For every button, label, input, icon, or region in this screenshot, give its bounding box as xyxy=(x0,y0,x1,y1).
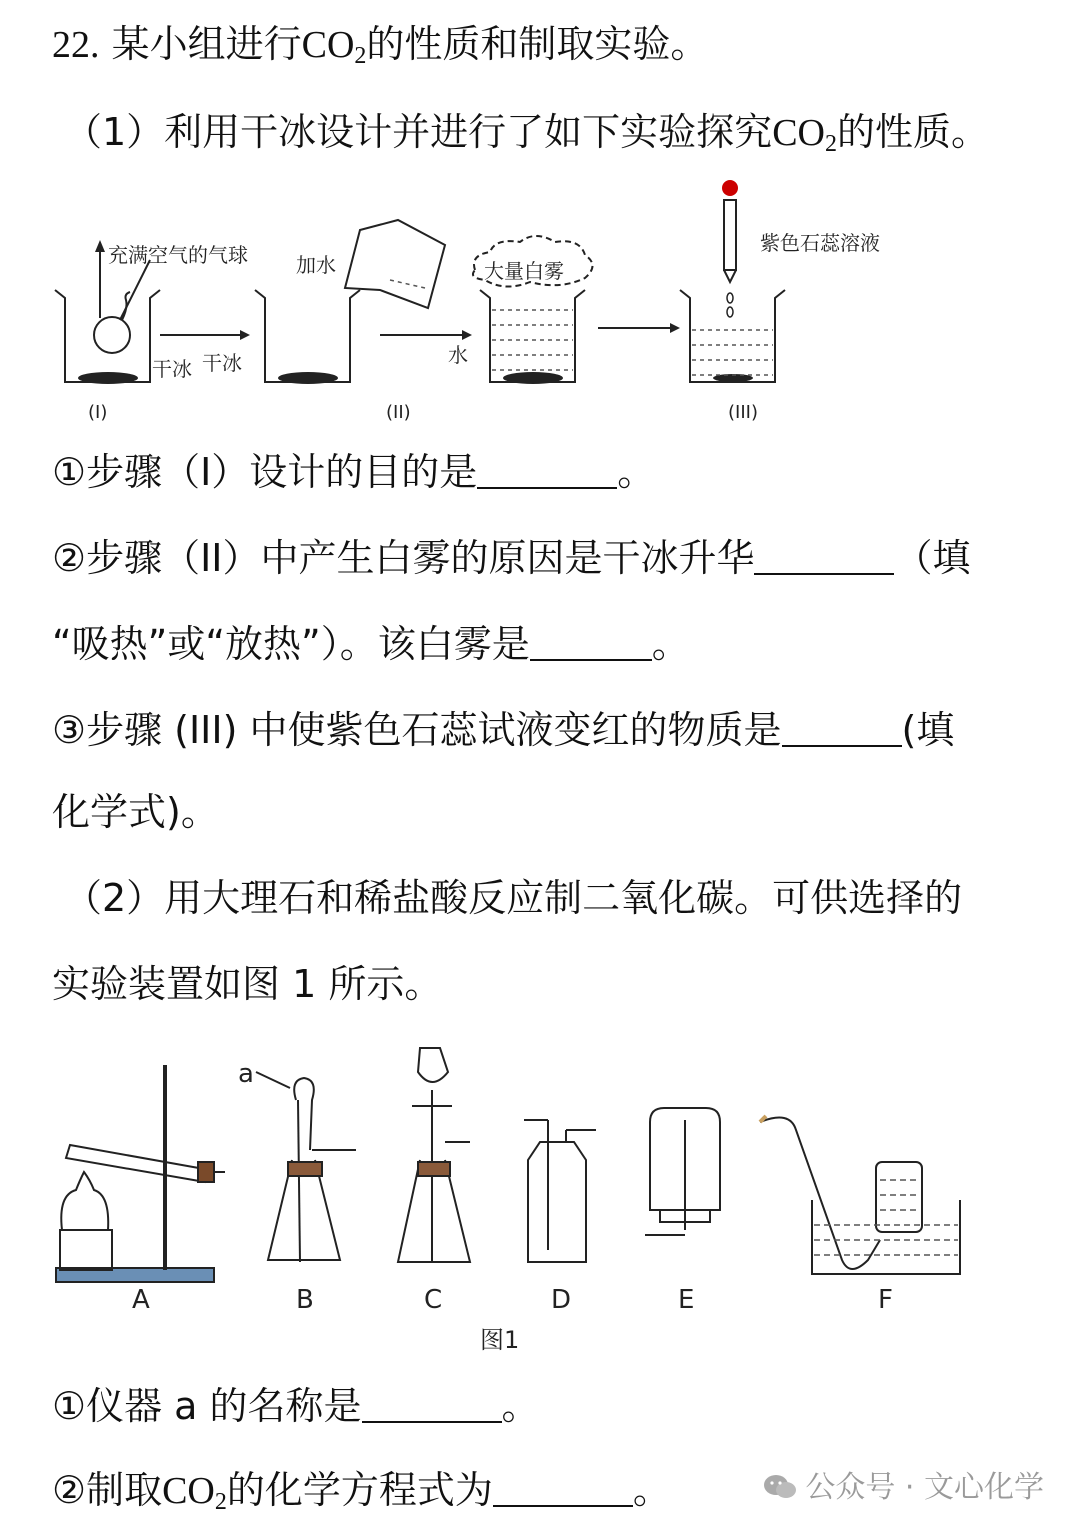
dry-ice-2 xyxy=(278,372,338,384)
part2-intro-a: （2）用大理石和稀盐酸反应制二氧化碳。可供选择的 xyxy=(64,876,963,920)
part1-q2-text: ②步骤（II）中产生白雾的原因是干冰升华 xyxy=(52,536,755,580)
label-a: a xyxy=(238,1059,254,1089)
punctuation: 。 xyxy=(651,622,690,666)
dry-ice-figure-svg xyxy=(0,170,1080,430)
apparatus-figure xyxy=(0,1030,1080,1360)
dry-ice-label-1: 干冰 xyxy=(152,357,192,381)
part2-intro-cont xyxy=(52,962,442,1008)
white-fog-label: 大量白雾 xyxy=(484,259,564,283)
step1-label: (I) xyxy=(88,402,108,423)
watermark xyxy=(763,1462,1044,1506)
apparatus-figure-svg xyxy=(0,1030,1080,1360)
answer-blank[interactable] xyxy=(782,713,902,747)
part1-q3 xyxy=(52,708,954,754)
tube-stopper xyxy=(198,1162,214,1182)
figure-caption: 图1 xyxy=(480,1326,520,1354)
label-F: F xyxy=(878,1285,893,1315)
part2-q2-text-b: 的化学方程式为 xyxy=(226,1468,493,1512)
part1-q2-cont xyxy=(52,622,690,668)
part1-q3-text-2: 化学式)。 xyxy=(52,790,219,834)
add-water-label: 加水 xyxy=(296,253,336,277)
step3-label: (III) xyxy=(728,402,758,423)
part2-q2-text-a: ②制取 xyxy=(52,1468,163,1512)
part1-q2-text-2: “吸热”或“放热”）。该白雾是 xyxy=(52,622,530,666)
part2-q2 xyxy=(52,1468,671,1517)
label-D: D xyxy=(551,1285,572,1315)
answer-blank[interactable] xyxy=(530,627,652,661)
dry-ice-experiment-figure xyxy=(0,170,1080,430)
beaker-2 xyxy=(255,290,360,382)
part1-q2 xyxy=(52,536,971,582)
watermark-text: 公众号 · 文心化学 xyxy=(805,1470,1044,1505)
label-C: C xyxy=(424,1285,443,1315)
step2-label: (II) xyxy=(386,402,411,423)
co-formula: CO xyxy=(162,1470,215,1512)
balloon-label: 充满空气的气球 xyxy=(108,243,248,267)
dry-ice-label-2: 干冰 xyxy=(202,351,242,375)
funnel-a xyxy=(294,1078,314,1150)
label-E: E xyxy=(678,1285,695,1315)
part1-q1-text: ①步骤（I）设计的目的是 xyxy=(52,450,478,494)
litmus-label: 紫色石蕊溶液 xyxy=(760,231,880,255)
label-A: A xyxy=(132,1285,150,1315)
dry-ice-3 xyxy=(503,372,563,384)
dropper-tube xyxy=(724,200,736,270)
delivery-tube xyxy=(760,1118,880,1270)
part1-q3-text: ③步骤 (III) 中使紫色石蕊试液变红的物质是 xyxy=(52,708,782,752)
part2-q1-text: ①仪器 a 的名称是 xyxy=(52,1384,362,1428)
co-subscript: 2 xyxy=(214,1489,227,1515)
part1-q3-cont xyxy=(52,790,219,836)
part1-intro-b: 的性质。 xyxy=(836,110,989,154)
co-subscript: 2 xyxy=(824,131,837,157)
dry-ice-1 xyxy=(78,372,138,384)
fill-hint: （填 xyxy=(894,536,971,580)
part2-q1 xyxy=(52,1384,540,1430)
part1-intro-a: （1）利用干冰设计并进行了如下实验探究 xyxy=(64,110,773,154)
beaker-1 xyxy=(55,290,160,382)
punctuation: 。 xyxy=(501,1384,540,1428)
punctuation: 。 xyxy=(632,1468,671,1512)
beaker-4 xyxy=(680,290,785,382)
pouring-beaker xyxy=(345,220,445,308)
answer-blank[interactable] xyxy=(362,1389,502,1423)
part2-intro xyxy=(64,876,962,922)
dropper-bulb xyxy=(722,180,738,196)
fill-hint: (填 xyxy=(901,708,955,752)
lamp-base xyxy=(60,1230,112,1270)
co-formula: CO xyxy=(772,112,825,154)
sep-funnel xyxy=(418,1048,448,1082)
label-B: B xyxy=(296,1285,314,1315)
co-subscript: 2 xyxy=(354,43,367,69)
answer-blank[interactable] xyxy=(493,1473,633,1507)
part1-q1 xyxy=(52,450,655,496)
part1-intro xyxy=(64,110,989,159)
title-text-a: 某小组进行 xyxy=(111,22,302,66)
beaker-3 xyxy=(480,290,585,382)
answer-blank[interactable] xyxy=(477,455,617,489)
alcohol-lamp xyxy=(61,1172,108,1230)
part2-intro-b: 实验装置如图 1 所示。 xyxy=(52,962,443,1006)
answer-blank[interactable] xyxy=(754,541,894,575)
gas-jar xyxy=(876,1162,922,1232)
wechat-icon xyxy=(763,1474,797,1500)
question-number: 22. xyxy=(52,24,100,66)
title-text-b: 的性质和制取实验。 xyxy=(366,22,709,66)
bottle-d xyxy=(528,1142,586,1262)
punctuation: 。 xyxy=(617,450,656,494)
question-title xyxy=(52,22,708,71)
water-label: 水 xyxy=(448,343,468,367)
balloon xyxy=(94,317,130,353)
co-formula: CO xyxy=(301,24,355,66)
